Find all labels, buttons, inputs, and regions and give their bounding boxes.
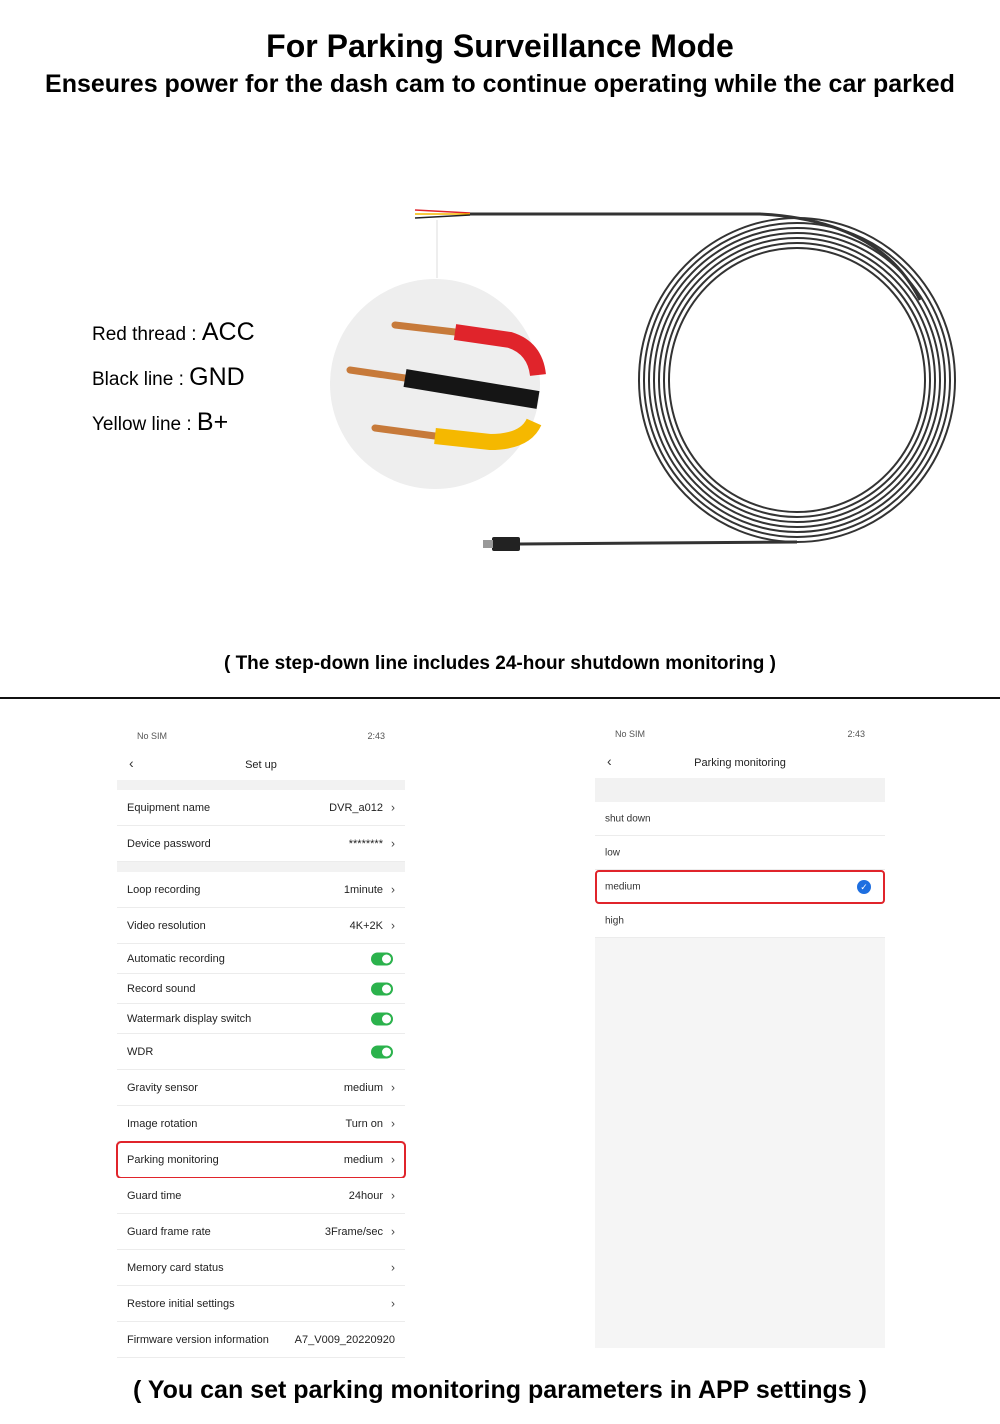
setup-screen [117, 722, 405, 1358]
carrier-status: No SIM [615, 729, 646, 739]
setting-row-watermark [117, 1004, 405, 1034]
setting-label: Firmware version information [127, 1333, 269, 1346]
setting-row-record-sound [117, 974, 405, 1004]
chevron-right-icon: › [391, 917, 395, 932]
wire-closeup [330, 279, 540, 489]
screen-title: Set up [245, 759, 277, 771]
clock: 2:43 [367, 731, 385, 741]
screen-title: Parking monitoring [694, 757, 786, 769]
setting-row-image-rotation[interactable] [117, 1106, 405, 1142]
setting-row-firmware [117, 1322, 405, 1358]
setting-label: Memory card status [127, 1261, 224, 1274]
setting-label: Watermark display switch [127, 1012, 252, 1025]
parking-monitoring-screen [595, 720, 885, 1348]
setting-label: Parking monitoring [127, 1153, 219, 1166]
option-shut-down[interactable] [595, 802, 885, 836]
setting-row-loop-recording[interactable] [117, 872, 405, 908]
option-label: high [605, 915, 624, 926]
setting-label: WDR [127, 1045, 154, 1058]
setting-value: Turn on [345, 1117, 383, 1130]
setting-row-video-resolution[interactable] [117, 908, 405, 944]
chevron-right-icon: › [391, 835, 395, 850]
check-icon: ✓ [857, 880, 871, 894]
setting-label: Guard time [127, 1189, 182, 1202]
chevron-right-icon: › [391, 1295, 395, 1310]
status-bar [595, 720, 885, 748]
wire-code: GND [189, 363, 245, 391]
setting-row-guard-frame-rate[interactable] [117, 1214, 405, 1250]
option-high[interactable] [595, 904, 885, 938]
setting-value: DVR_a012 [329, 801, 383, 814]
setting-row-device-password[interactable] [117, 826, 405, 862]
setting-label: Restore initial settings [127, 1297, 235, 1310]
setting-value: A7_V009_20220920 [294, 1333, 395, 1346]
setting-row-automatic-recording [117, 944, 405, 974]
setting-label: Gravity sensor [127, 1081, 198, 1094]
section-divider [0, 697, 1000, 699]
wire-code: ACC [201, 318, 255, 346]
wire-label-text: Red thread : [92, 324, 202, 345]
record-sound-toggle[interactable] [371, 982, 393, 995]
chevron-right-icon: › [391, 1259, 395, 1274]
section-gap [595, 778, 885, 802]
step-down-note: ( The step-down line includes 24-hour shutdown monitoring ) [223, 653, 777, 674]
cable-illustration [0, 180, 1000, 580]
chevron-left-icon[interactable]: ‹ [607, 753, 612, 769]
empty-area [595, 938, 885, 1348]
setting-row-restore[interactable] [117, 1286, 405, 1322]
wire-code: B+ [196, 408, 229, 436]
setting-label: Video resolution [127, 919, 206, 932]
chevron-right-icon: › [391, 881, 395, 896]
watermark-toggle[interactable] [371, 1012, 393, 1025]
wire-label-text: Black line : [92, 369, 190, 390]
setting-row-gravity-sensor[interactable] [117, 1070, 405, 1106]
setting-row-equipment-name[interactable] [117, 790, 405, 826]
setting-value: ******** [348, 837, 383, 850]
chevron-right-icon: › [391, 1079, 395, 1094]
setting-row-guard-time[interactable] [117, 1178, 405, 1214]
carrier-status: No SIM [137, 731, 168, 741]
chevron-right-icon: › [391, 1115, 395, 1130]
setting-value: 24hour [348, 1189, 383, 1202]
setting-label: Image rotation [127, 1117, 198, 1130]
option-label: medium [605, 881, 641, 892]
setting-row-memory-card[interactable] [117, 1250, 405, 1286]
option-medium[interactable] [595, 870, 885, 904]
option-label: low [605, 847, 621, 858]
setting-label: Automatic recording [127, 952, 225, 965]
chevron-right-icon: › [391, 1187, 395, 1202]
page-subtitle: Enseures power for the dash cam to continue operating while the car parked [45, 70, 955, 98]
nav-bar [595, 748, 885, 778]
setting-label: Equipment name [127, 801, 211, 814]
option-low[interactable] [595, 836, 885, 870]
setting-value: 1minute [343, 883, 383, 896]
chevron-left-icon[interactable]: ‹ [129, 755, 134, 771]
setting-value: medium [343, 1081, 383, 1094]
chevron-right-icon: › [391, 799, 395, 814]
setting-value: medium [343, 1153, 383, 1166]
wire-label-text: Yellow line : [92, 414, 197, 435]
setting-value: 3Frame/sec [324, 1225, 383, 1238]
page-title: For Parking Surveillance Mode [266, 28, 734, 64]
app-settings-note: ( You can set parking monitoring parameters in APP settings ) [133, 1376, 867, 1404]
setting-label: Device password [127, 837, 211, 850]
wdr-toggle[interactable] [371, 1045, 393, 1058]
chevron-right-icon: › [391, 1223, 395, 1238]
setting-label: Loop recording [127, 883, 201, 896]
automatic-recording-toggle[interactable] [371, 952, 393, 965]
status-bar [117, 722, 405, 750]
setting-row-parking-monitoring[interactable] [117, 1142, 405, 1178]
chevron-right-icon: › [391, 1151, 395, 1166]
section-gap [117, 862, 405, 872]
option-label: shut down [605, 813, 651, 824]
setting-row-wdr [117, 1034, 405, 1070]
clock: 2:43 [847, 729, 865, 739]
setting-label: Guard frame rate [127, 1225, 211, 1238]
nav-bar [117, 750, 405, 780]
section-gap [117, 780, 405, 790]
setting-value: 4K+2K [349, 919, 383, 932]
setting-label: Record sound [127, 982, 196, 995]
